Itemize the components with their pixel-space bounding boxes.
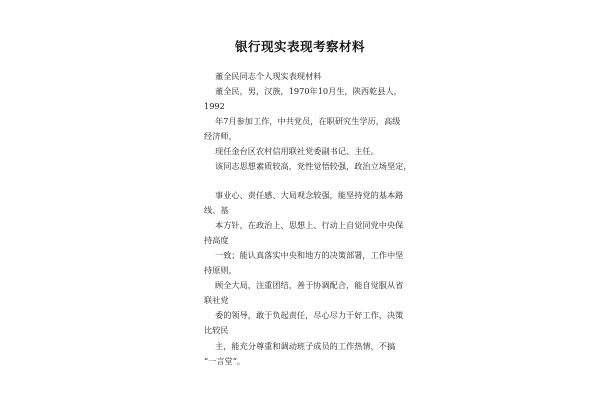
text-line: 事业心、责任感、大局观念较强，能坚持党的基本路: [215, 190, 404, 200]
text-line: 一致；能认真落实中央和地方的决策部署，工作中坚: [215, 250, 404, 260]
text-line: 委的领导，敢于负起责任，尽心尽力干好工作，决策: [215, 310, 404, 320]
text-line: 董全民，男，汉族，1970年10月生，陕西乾县人，: [215, 86, 402, 96]
text-line: 主，能充分尊重和调动班子成员的工作热情，不搞: [215, 341, 396, 351]
text-line: 顾全大局，注重团结，善于协调配合，能自觉服从省: [215, 280, 404, 290]
text-line: 比较民: [204, 325, 229, 335]
text-line: 现任金台区农村信用联社党委副书记、主任。: [215, 146, 379, 156]
text-line: 年7月参加工作，中共党员，在职研究生学历，高级: [215, 116, 401, 126]
text-line: “一言堂”。: [204, 356, 246, 366]
text-line: 经济师，: [204, 131, 237, 141]
text-line: 董全民同志个人现实表现材料: [215, 71, 322, 81]
text-line: 持原则，: [204, 265, 237, 275]
text-line: 该同志思想素质较高，党性觉悟较强，政治立场坚定，: [215, 161, 412, 171]
text-line: 持高度: [204, 235, 229, 245]
text-line: 1992: [204, 101, 225, 111]
document-title: 银行现实表现考察材料: [234, 39, 365, 54]
text-line: 本方针，在政治上、思想上、行动上自觉同党中央保: [215, 220, 404, 230]
text-line: 线、基: [204, 205, 229, 215]
text-line: 联社党: [204, 295, 229, 305]
